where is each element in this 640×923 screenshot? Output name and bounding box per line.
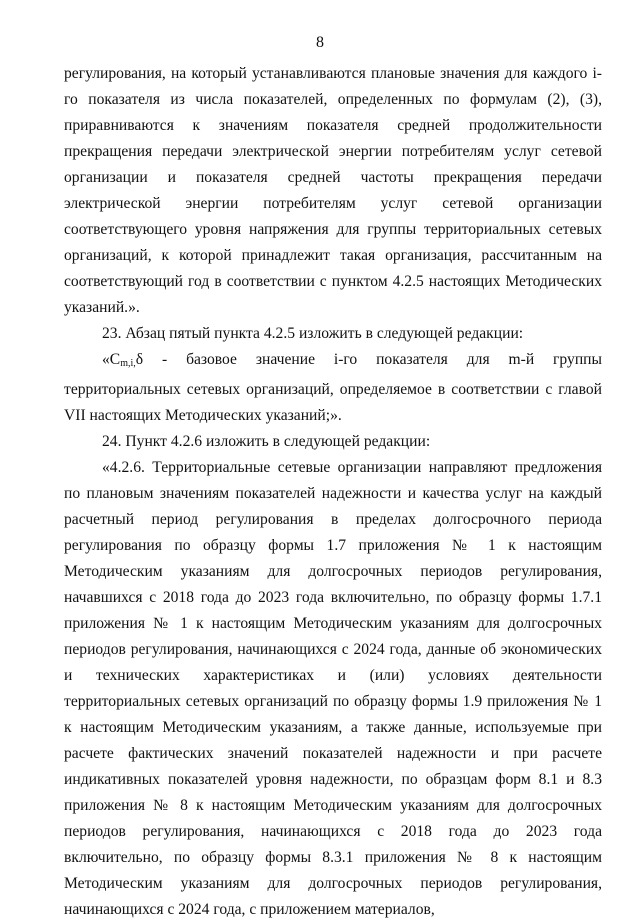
formula-symbol — [102, 351, 143, 368]
formula-delta: δ — [135, 351, 144, 368]
paragraph-item-23: 23. Абзац пятый пункта 4.2.5 изложить в следующей редакции: — [102, 325, 524, 342]
formula-subscript: m,i, — [120, 358, 136, 369]
page-number: 8 — [316, 34, 324, 51]
document-body — [64, 61, 602, 923]
paragraph-base-value-definition — [64, 347, 602, 429]
paragraph-base-value-text: - базовое значение i-го показателя для m-й группы территориальных сетевых организаций, определяемое в соответствии с главой VII настоящих Методических указаний;». — [64, 351, 602, 424]
paragraph-item-24: 24. Пункт 4.2.6 изложить в следующей редакции: — [102, 433, 431, 450]
formula-prefix: «C — [102, 351, 121, 368]
paragraph-continuation: регулирования, на который устанавливаются плановые значения для каждого i-го показателя из числа показателей, определенных по формулам (2), (3), приравниваются к значениям показателя средней продолжительности прекращения передачи электрической энергии потребителям услуг сетевой организации и показателя средней частоты прекращения передачи электрической энергии потребителям услуг сетевой организации соответствующего уровня напряжения для группы территориальных сетевых организаций, к которой принадлежит такая организация, рассчитанным на соответствующий год в соответствии с пунктом 4.2.5 настоящих Методических указаний.». — [64, 65, 602, 316]
paragraph-item-4-2-6: «4.2.6. Территориальные сетевые организации направляют предложения по плановым значениям показателей надежности и качества услуг на каждый расчетный период регулирования в пределах долгосрочного периода регулирования по образцу формы 1.7 приложения № 1 к настоящим Методическим указаниям для долгосрочных периодов регулирования, начавшихся с 2018 года до 2023 года включительно, по образцу формы 1.7.1 приложения № 1 к настоящим Методическим указаниям для долгосрочных периодов регулирования, начинающихся с 2024 года, данные об экономических и технических характеристиках и (или) условиях деятельности территориальных сетевых организаций по образцу формы 1.9 приложения № 1 к настоящим Методическим указаниям, а также данные, используемые при расчете фактических значений показателей надежности и при расчете индикативных показателей уровня надежности, по образцам форм 8.1 и 8.3 приложения № 8 к настоящим Методическим указаниям для долгосрочных периодов регулирования, начинающихся с 2018 года до 2023 года включительно, по образцу формы 8.3.1 приложения № 8 к настоящим Методическим указаниям для долгосрочных периодов регулирования, начинающихся с 2024 года, с приложением материалов, — [64, 459, 602, 918]
